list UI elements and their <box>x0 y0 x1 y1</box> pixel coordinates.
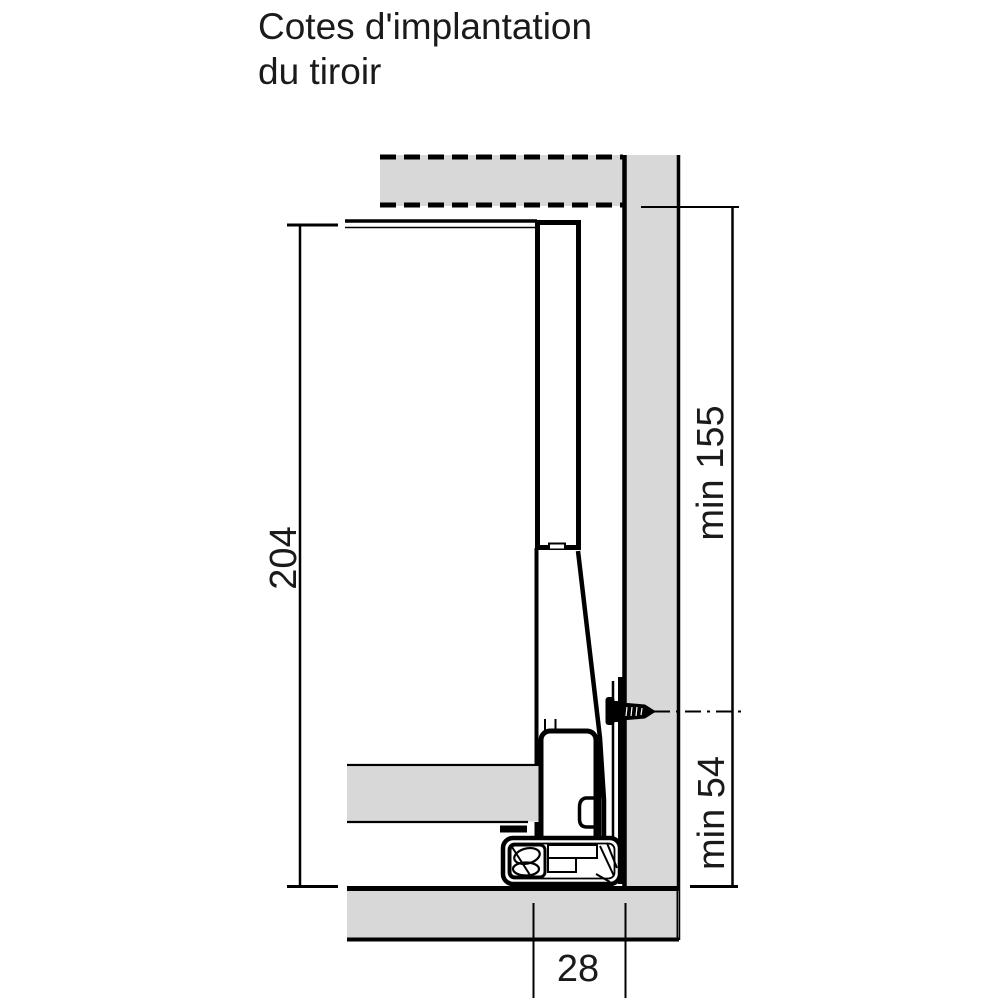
drawer-bottom-panel <box>347 765 540 822</box>
title-line-1: Cotes d'implantation <box>258 6 593 47</box>
cabinet-bottom-panel <box>347 886 679 941</box>
dimension-min-54 <box>690 756 738 887</box>
dimension-min-155-label: min 155 <box>690 405 732 541</box>
cabinet-rear-wall <box>625 155 680 941</box>
dimension-204-label: 204 <box>263 526 305 590</box>
dimension-28-label: 28 <box>556 948 600 990</box>
title-line-2: du tiroir <box>258 51 382 92</box>
dimension-min-54-label: min 54 <box>691 755 733 871</box>
dimension-204 <box>263 225 338 887</box>
runner-foot <box>503 838 620 884</box>
